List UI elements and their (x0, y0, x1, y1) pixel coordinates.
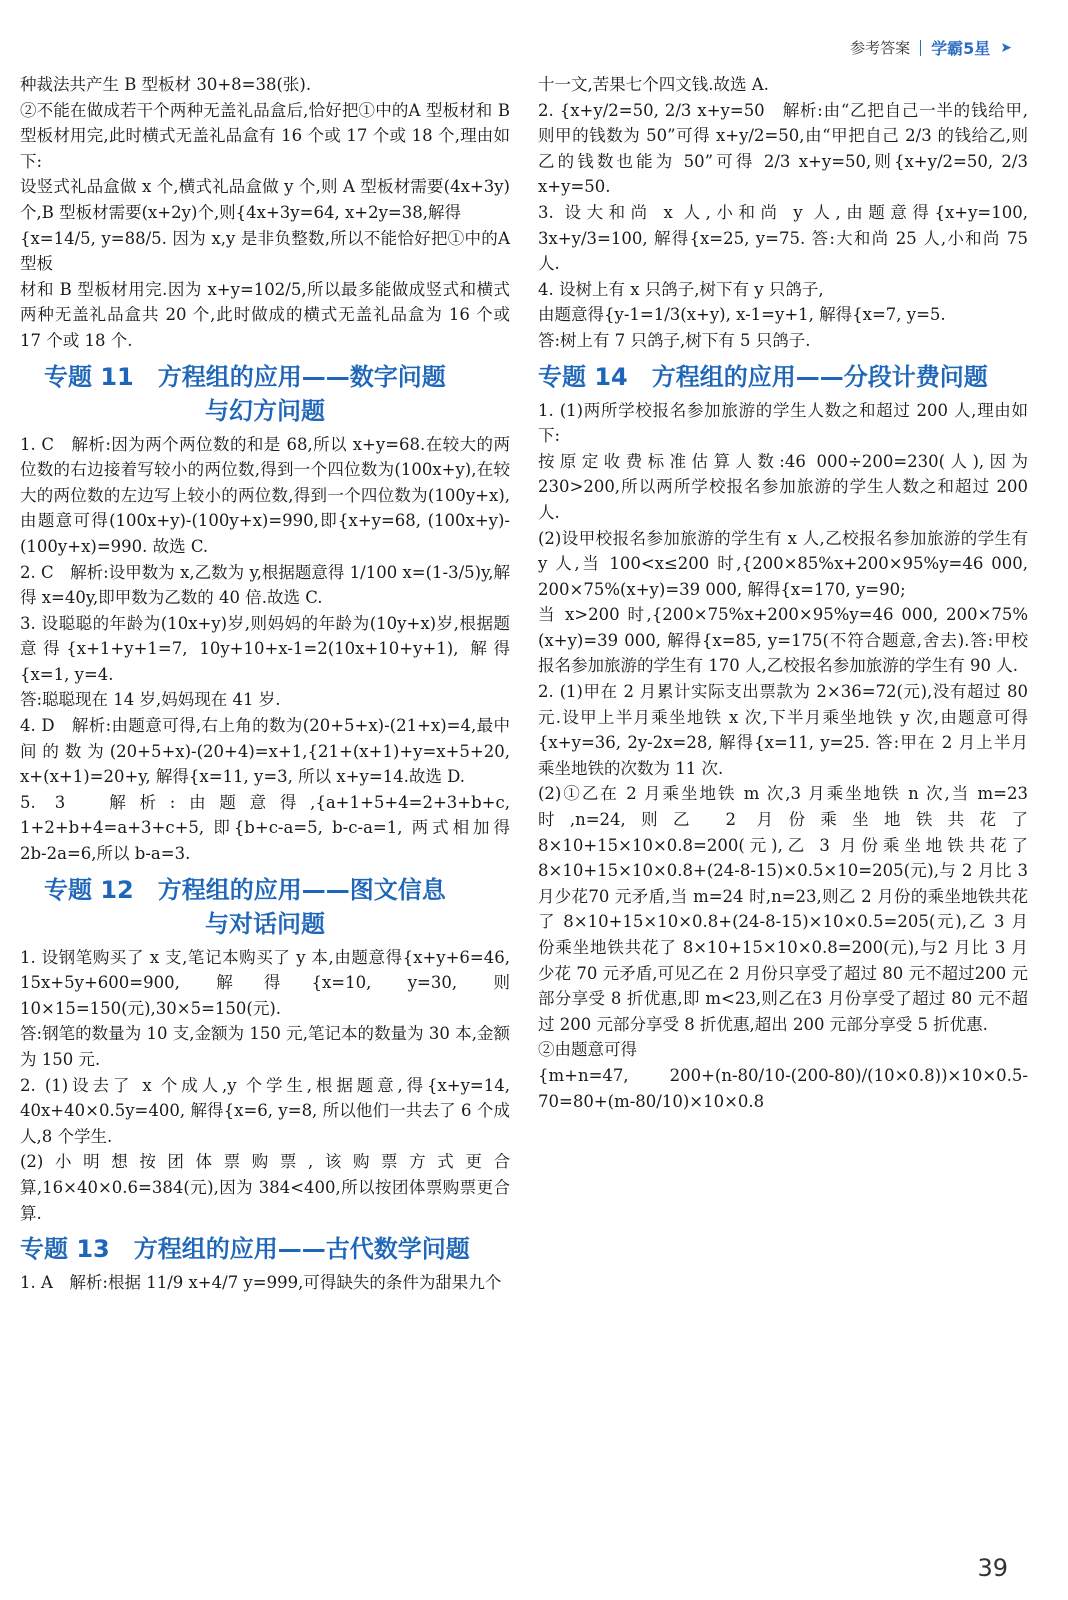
answer-paragraph: 1. A 解析:根据 11/9 x+4/7 y=999,可得缺失的条件为甜果九个 (20, 1273, 502, 1293)
answer-paragraph: 2. C 解析:设甲数为 x,乙数为 y,根据题意得 1/100 x=(1-3/5)y,解得 x=40y,即甲数为乙数的 40 倍.故选 C. (20, 562, 510, 608)
answer-paragraph: 材和 B 型板材用完.因为 x+y=102/5,所以最多能做成竖式和横式两种无盖礼品盒共 20 个,此时做成的横式无盖礼品盒为 16 个或 17 个或 18 个. (20, 279, 510, 350)
answer-paragraph: 2. {x+y/2=50, 2/3 x+y=50 解析:由“乙把自己一半的钱给甲,则甲的钱数为 50”可得 x+y/2=50,由“甲把自己 2/3 的钱给乙,则乙的钱数也能为 50”可得 2/3 x+y=50,则{x+y/2=50, 2/3 x+y=50. (538, 100, 1028, 197)
answer-paragraph: {m+n=47, 200+(n-80/10-(200-80)/(10×0.8))×10×0.5-70=80+(m-80/10)×10×0.8 (538, 1065, 1028, 1111)
section-heading: 专题 14 方程组的应用——分段计费问题 (538, 362, 988, 391)
answer-paragraph: 答:聪聪现在 14 岁,妈妈现在 41 岁. (20, 690, 281, 710)
answer-paragraph: 答:树上有 7 只鸽子,树下有 5 只鸽子. (538, 330, 811, 350)
section-heading: 专题 11 方程组的应用——数字问题 与幻方问题 (44, 362, 446, 425)
answer-paragraph: 种裁法共产生 B 型板材 30+8=38(张). (20, 75, 312, 94)
answer-paragraph: ②不能在做成若干个两种无盖礼品盒后,恰好把①中的A 型板材和 B 型板材用完,此时横式无盖礼品盒有 16 个或 17 个或 18 个,理由如下: (20, 100, 510, 171)
answer-paragraph: 1. (1)两所学校报名参加旅游的学生人数之和超过 200 人,理由如下: (538, 400, 1028, 446)
answer-paragraph: 当 x>200 时,{200×75%x+200×95%y=46 000, 200×75%(x+y)=39 000, 解得{x=85, y=175(不符合题意,舍去).答:甲校报名参加旅游的学生有 170 人,乙校报名参加旅游的学生有 90 人. (538, 605, 1028, 676)
answer-paragraph: 2. (1)甲在 2 月累计实际支出票款为 2×36=72(元),没有超过 80 元.设甲上半月乘坐地铁 x 次,下半月乘坐地铁 y 次,由题意可得{x+y=36, 2y-2x=28, 解得{x=11, y=25. 答:甲在 2 月上半月乘坐地铁的次数为 11 次. (538, 682, 1028, 778)
answer-paragraph: 答:钢笔的数量为 10 支,金额为 150 元,笔记本的数量为 30 本,金额为 150 元. (20, 1024, 510, 1069)
answer-paragraph: 3. 设聪聪的年龄为(10x+y)岁,则妈妈的年龄为(10y+x)岁,根据题意得{x+1+y+1=7, 10y+10+x-1=2(10x+10+y+1), 解得{x=1, y=4. (20, 613, 510, 684)
header-ref-label: 参考答案 (850, 39, 911, 57)
brand-name: 学霸5星 (931, 39, 991, 58)
answer-paragraph: 1. C 解析:因为两个两位数的和是 68,所以 x+y=68.在较大的两位数的右边接着写较小的两位数,得到一个四位数为(100x+y),在较大的两位数的左边写上较小的两位数,得到一个四位数为(100y+x),由题意可得(100x+y)-(100y+x)=990,即{x+y=68, (100x+y)-(100y+x)=990. 故选 C. (20, 434, 510, 556)
answer-paragraph: 2. (1)设去了 x 个成人,y 个学生,根据题意,得{x+y=14, 40x+40×0.5y=400, 解得{x=6, y=8, 所以他们一共去了 6 个成人,8 个学生. (20, 1075, 510, 1146)
answer-paragraph: 按原定收费标准估算人数:46 000÷200=230(人),因为 230>200,所以两所学校报名参加旅游的学生人数之和超过 200 人. (538, 451, 1028, 522)
page-header (850, 36, 1012, 59)
right-column (538, 72, 1028, 1114)
answer-paragraph: 4. 设树上有 x 只鸽子,树下有 y 只鸽子, (538, 279, 824, 299)
answer-paragraph: (2)小明想按团体票购票,该购票方式更合算,16×40×0.6=384(元),因为 384<400,所以按团体票购票更合算. (20, 1152, 510, 1223)
answer-paragraph: (2)①乙在 2 月乘坐地铁 m 次,3 月乘坐地铁 n 次,当 m=23 时,n=24,则乙 2 月份乘坐地铁共花了 8×10+15×10×0.8=200(元),乙 3 月份乘坐地铁共花了 8×10+15×10×0.8+(24-8-15)×0.5×10=205(元),与 2 月比 3 月少花70 元矛盾,当 m=24 时,n=23,则乙 2 月份的乘坐地铁共花了 8×10+15×10×0.8+(24-8-15)×10×0.5=205(元),乙 3 月份乘坐地铁共花了 8×10+15×10×0.8=200(元),与2 月比 3 月少花 70 元矛盾,可见乙在 2 月份只享受了超过 80 元不超过200 元部分享受 8 折优惠,即 m<23,则乙在3 月份享受了超过 80 元不超过 200 元部分享受 8 折优惠,超出 200 元部分享受 5 折优惠. (538, 784, 1028, 1034)
answer-paragraph: (2)设甲校报名参加旅游的学生有 x 人,乙校报名参加旅游的学生有 y 人,当 100<x≤200 时,{200×85%x+200×95%y=46 000, 200×75%(x+y)=39 000, 解得{x=170, y=90; (538, 528, 1028, 599)
page-number: 39 (977, 1554, 1008, 1582)
answer-paragraph: 设竖式礼品盒做 x 个,横式礼品盒做 y 个,则 A 型板材需要(4x+3y)个,B 型板材需要(x+2y)个,则{4x+3y=64, x+2y=38,解得 (20, 177, 510, 222)
answer-paragraph: 5. 3 解析:由题意得,{a+1+5+4=2+3+b+c, 1+2+b+4=a+3+c+5, 即{b+c-a=5, b-c-a=1, 两式相加得 2b-2a=6,所以 b-a=3. (20, 792, 510, 864)
answer-paragraph: 十一文,苦果七个四文钱.故选 A. (538, 75, 769, 94)
answer-paragraph: 3. 设大和尚 x 人,小和尚 y 人,由题意得{x+y=100, 3x+y/3=100, 解得{x=25, y=75. 答:大和尚 25 人,小和尚 75 人. (538, 202, 1028, 274)
answer-paragraph: 4. D 解析:由题意可得,右上角的数为(20+5+x)-(21+x)=4,最中间的数为(20+5+x)-(20+4)=x+1,{21+(x+1)+y=x+5+20, x+(x+1)=20+y, 解得{x=11, y=3, 所以 x+y=14.故选 D. (20, 716, 510, 787)
left-column (20, 72, 510, 1296)
answer-paragraph: 1. 设钢笔购买了 x 支,笔记本购买了 y 本,由题意得{x+y+6=46, 15x+5y+600=900, 解得{x=10, y=30, 则 10×15=150(元),30×5=150(元). (20, 947, 510, 1018)
header-divider (920, 40, 921, 56)
bird-logo-icon: ➤ (1000, 39, 1012, 56)
section-heading: 专题 12 方程组的应用——图文信息 与对话问题 (44, 875, 446, 938)
answer-paragraph: 由题意得{y-1=1/3(x+y), x-1=y+1, 解得{x=7, y=5. (538, 305, 946, 325)
answer-paragraph: {x=14/5, y=88/5. 因为 x,y 是非负整数,所以不能恰好把①中的A 型板 (20, 228, 510, 274)
section-heading: 专题 13 方程组的应用——古代数学问题 (20, 1235, 470, 1264)
answer-paragraph: ②由题意可得 (538, 1040, 637, 1060)
